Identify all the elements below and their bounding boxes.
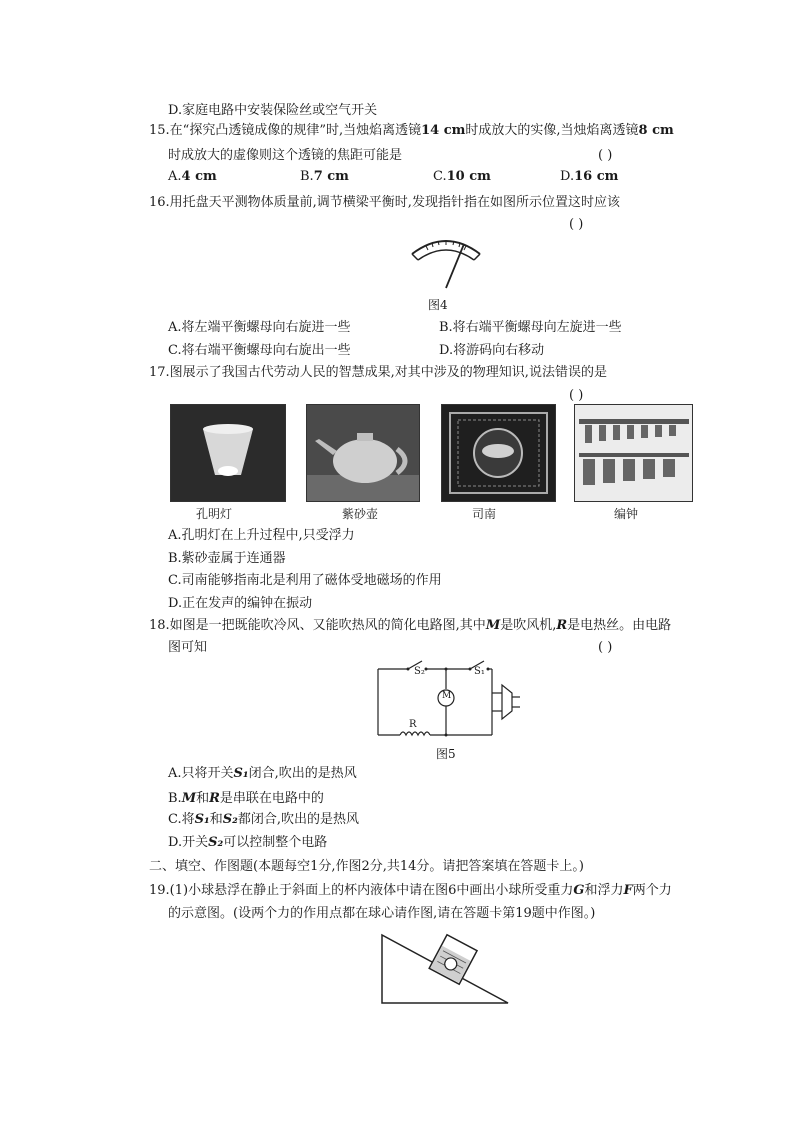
q19-symbol-g: G [573,883,585,898]
balance-pointer-figure [406,230,486,292]
photo-caption-bianzhong: 编钟 [614,507,639,521]
q15-answer-paren: ( ) [598,148,613,163]
q16-option-c: C.将右端平衡螺母向右旋出一些 [168,343,351,358]
q17-option-c: C.司南能够指南北是利用了磁体受地磁场的作用 [168,573,442,588]
q17-line1: 17.图展示了我国古代劳动人民的智慧成果,对其中涉及的物理知识,说法错误的是 [149,365,607,380]
q15-distance-1: 14 cm [421,123,466,138]
circuit-label-s2: S₂ [414,666,425,677]
q16-option-a: A.将左端平衡螺母向右旋进一些 [168,320,351,335]
bianzhong-bells-image [575,405,692,501]
q15-option-c: C.10 cm [433,169,491,184]
q18-line1: 18.如图是一把既能吹冷风、又能吹热风的简化电路图,其中M是吹风机,R是电热丝。由电路 [149,618,672,633]
incline-cup-ball-figure [376,925,516,1007]
q15-option-d: D.16 cm [560,169,619,184]
q19-line1: 19.(1)小球悬浮在静止于斜面上的杯内液体中请在图6中画出小球所受重力G和浮力F两个力 [149,883,672,898]
q19-symbol-f: F [623,883,633,898]
q17-answer-paren: ( ) [569,388,584,403]
photo-caption-teapot: 紫砂壶 [342,507,379,521]
kongming-lantern-photo [170,404,286,502]
q15-line1 [149,122,674,140]
figure-5-caption: 图5 [436,747,456,761]
bianzhong-bells-photo [574,404,693,502]
q16-line1: 16.用托盘天平测物体质量前,调节横梁平衡时,发现指针指在如图所示位置这时应该 [149,195,620,210]
photo-caption-kongming: 孔明灯 [196,507,233,521]
zisha-teapot-image [307,405,419,501]
q15-text-b: 时成放大的实像,当烛焰离透镜 [465,123,639,138]
q18-option-d: D.开关S₂可以控制整个电路 [168,835,328,850]
q17-option-b: B.紫砂壶属于连通器 [168,551,286,566]
q17-option-d: D.正在发声的编钟在振动 [168,596,313,611]
q16-option-d: D.将游码向右移动 [439,343,545,358]
sinan-compass-photo [441,404,556,502]
kongming-lantern-image [171,405,285,501]
q17-option-a: A.孔明灯在上升过程中,只受浮力 [168,528,355,543]
photo-caption-sinan: 司南 [472,507,497,521]
q18-option-b: B.M和R是串联在电路中的 [168,791,324,806]
section-2-heading: 二、填空、作图题(本题每空1分,作图2分,共14分。请把答案填在答题卡上。) [149,859,584,874]
q15-line2: 时成放大的虚像则这个透镜的焦距可能是 [168,148,403,163]
q14-option-d: D.家庭电路中安装保险丝或空气开关 [168,103,378,118]
circuit-label-resistor: R [409,719,417,730]
q18-line2: 图可知 [168,640,208,655]
q18-symbol-r: R [556,618,568,633]
circuit-label-s1: S₁ [474,666,485,677]
q16-answer-paren: ( ) [569,217,584,232]
q18-answer-paren: ( ) [598,640,613,655]
q18-option-a: A.只将开关S₁闭合,吹出的是热风 [168,766,357,781]
q19-line2: 的示意图。(设两个力的作用点都在球心请作图,请在答题卡第19题中作图。) [168,906,596,921]
q15-option-a: A.4 cm [168,169,217,184]
q15-option-b: B.7 cm [300,169,349,184]
q18-symbol-m: M [485,618,501,633]
q16-option-b: B.将右端平衡螺母向左旋进一些 [439,320,622,335]
zisha-teapot-photo [306,404,420,502]
figure-4-caption: 图4 [428,298,448,312]
q15-distance-2: 8 cm [638,123,674,138]
q18-option-c: C.将S₁和S₂都闭合,吹出的是热风 [168,812,359,827]
q15-text-a: 15.在“探究凸透镜成像的规律”时,当烛焰离透镜 [149,123,422,138]
circuit-label-motor: M [442,691,452,701]
sinan-compass-image [442,405,555,501]
